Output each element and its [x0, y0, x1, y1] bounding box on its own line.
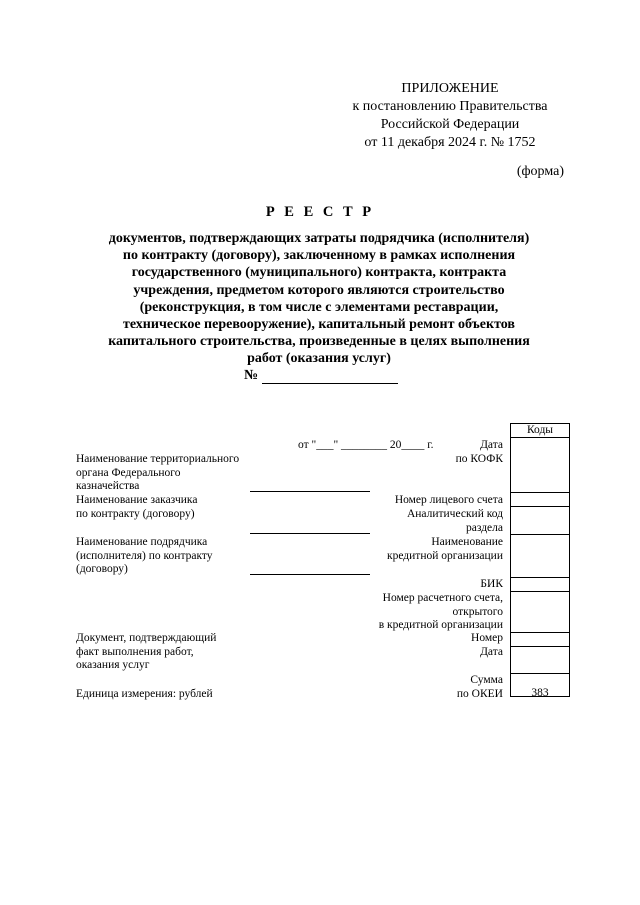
customer-label	[76, 494, 197, 521]
code-cell-bik[interactable]	[511, 578, 569, 592]
approval-line: ПРИЛОЖЕНИЕ	[401, 81, 499, 96]
contractor-label	[76, 536, 213, 577]
subtitle-line: учреждения, предметом которого являются строительство	[133, 282, 505, 298]
settlement-label-line: Номер расчетного счета,	[382, 592, 503, 604]
treasury-label-line: Наименование территориального	[76, 453, 240, 465]
code-cell-account[interactable]	[511, 493, 569, 507]
analytic-code-label-line: раздела	[466, 521, 503, 534]
settlement-label-line: в кредитной организации	[378, 619, 503, 631]
subtitle-line: капитального строительства, произведенные в целях выполнения	[108, 334, 530, 350]
document-number-label: №	[244, 368, 259, 383]
subtitle-line: государственного (муниципального) контракта, контракта	[131, 265, 507, 281]
code-cell-kofk[interactable]	[511, 438, 569, 493]
subtitle-line: работ (оказания услуг)	[247, 351, 391, 367]
customer-label-line: по контракту (договору)	[76, 507, 195, 520]
contractor-label-line: Наименование подрядчика	[76, 536, 208, 548]
document-label-line: факт выполнения работ,	[76, 645, 194, 658]
approval-line: Российской Федерации	[380, 117, 520, 132]
kofk-label: по КОФК	[455, 453, 503, 465]
settlement-account-label	[379, 592, 503, 633]
doc-number-label: Номер	[471, 632, 503, 644]
document-number-field[interactable]	[262, 383, 398, 384]
treasury-field[interactable]	[250, 491, 370, 492]
code-cell-settlement[interactable]	[511, 592, 569, 633]
unit-label: Единица измерения: рублей	[76, 688, 213, 700]
code-cell-credit-org[interactable]	[511, 535, 569, 578]
document-label-line: Документ, подтверждающий	[76, 632, 217, 644]
code-cell-doc-date[interactable]	[511, 647, 569, 674]
credit-org-label-line: кредитной организации	[387, 549, 503, 562]
date-label: Дата	[480, 439, 503, 451]
customer-label-line: Наименование заказчика	[76, 494, 198, 506]
subtitle-line: документов, подтверждающих затраты подрядчика (исполнителя)	[108, 231, 530, 246]
approval-line: к постановлению Правительства	[352, 99, 548, 114]
analytic-code-label-line: Аналитический код	[406, 508, 503, 520]
treasury-label-line: органа Федерального	[76, 466, 181, 479]
codes-header: Коды	[526, 424, 554, 436]
credit-org-label-line: Наименование	[431, 536, 503, 548]
subtitle-line: техническое перевооружение), капитальный ремонт объектов	[123, 317, 515, 333]
registry-date-line: от "___" ________ 20____ г.	[298, 439, 434, 451]
sum-label: Сумма	[470, 674, 503, 686]
analytic-code-label	[407, 508, 503, 535]
bik-label: БИК	[480, 578, 503, 590]
subtitle-line: по контракту (договору), заключенному в рамках исполнения	[122, 248, 516, 264]
approval-line: от 11 декабря 2024 г. № 1752	[364, 135, 536, 150]
form-marker: (форма)	[516, 164, 564, 179]
document-label-line: оказания услуг	[76, 659, 150, 671]
code-cell-sum[interactable]	[511, 674, 569, 688]
contractor-label-line: (договору)	[76, 563, 128, 575]
document-subtitle	[84, 230, 554, 368]
settlement-label-line: открытого	[452, 605, 503, 618]
document-title: Р Е Е С Т Р	[265, 204, 375, 220]
codes-table	[510, 423, 570, 697]
code-cell-analytic[interactable]	[511, 507, 569, 535]
okei-code: 383	[531, 687, 549, 699]
subtitle-line: (реконструкция, в том числе с элементами реставрации,	[139, 299, 499, 315]
contractor-field[interactable]	[250, 574, 370, 575]
credit-org-label	[387, 536, 503, 563]
document-label	[76, 632, 216, 673]
account-label: Номер лицевого счета	[394, 494, 503, 506]
okei-label: по ОКЕИ	[456, 688, 503, 700]
treasury-label	[76, 453, 239, 494]
code-cell-doc-number[interactable]	[511, 633, 569, 647]
approval-block	[330, 80, 570, 152]
doc-date-label: Дата	[480, 646, 503, 658]
contractor-label-line: (исполнителя) по контракту	[76, 549, 213, 562]
customer-field[interactable]	[250, 533, 370, 534]
treasury-label-line: казначейства	[76, 480, 140, 492]
